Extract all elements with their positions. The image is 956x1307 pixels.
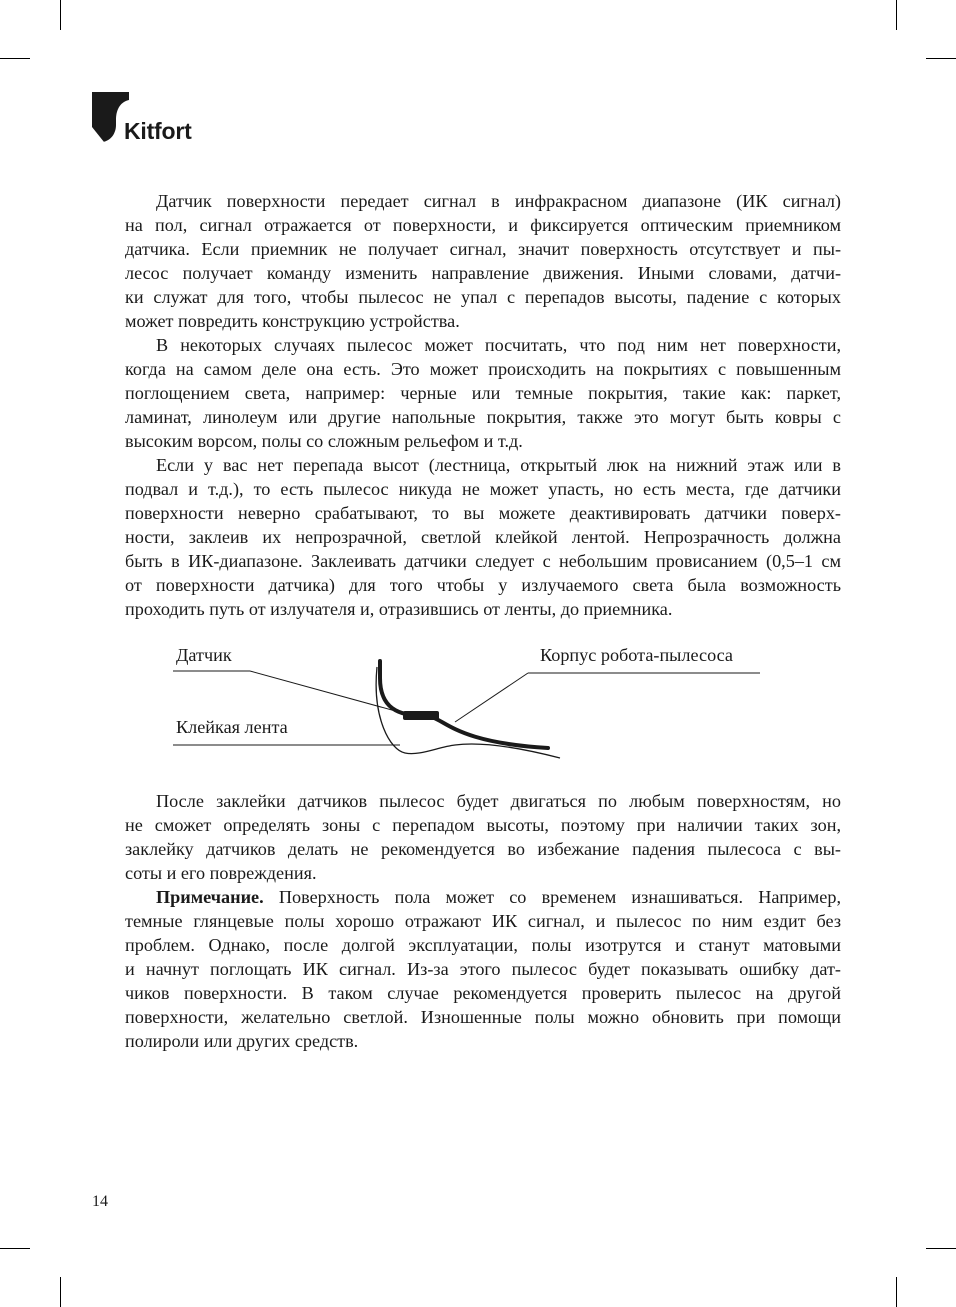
text-line: ности, заклеив их непрозрачной, светлой клейкой лентой. Непрозрачность должна	[125, 527, 841, 547]
text-line: когда на самом деле она есть. Это может происходить на покрытиях с повышенным	[125, 359, 841, 379]
text-line: и начнут поглощать ИК сигнал. Из-за этого пылесос будет показывать ошибку дат-	[125, 959, 841, 979]
note-paragraph	[125, 885, 841, 1053]
paragraph-4	[125, 789, 841, 885]
body-text-bottom	[125, 789, 841, 1053]
robot-body-outline	[380, 661, 548, 748]
sensor-leader	[250, 671, 410, 715]
sensor-block	[403, 711, 439, 720]
text-line: темные глянцевые полы хорошо отражают ИК сигнал, и пылесос по ним ездит без	[125, 911, 841, 931]
text-line: заклейку датчиков делать не рекомендуется во избежание падения пылесоса с вы-	[125, 839, 841, 859]
text-line: ламинат, линолеум или другие напольные покрытия, также это могут быть ковры с	[125, 407, 841, 427]
text-line: поверхности, желательно светлой. Изношенные полы можно обновить при помощи	[125, 1007, 841, 1027]
text-line: быть в ИК-диапазоне. Заклеивать датчики следует с небольшим провисанием (0,5–1 см	[125, 551, 841, 571]
text-line: подвал и т.д.), то есть пылесос никуда не может упасть, но есть места, где датчики	[125, 479, 841, 499]
text-line: от поверхности датчика) для того чтобы у излучаемого света была возможность	[125, 575, 841, 595]
brand-name: Kitfort	[124, 118, 192, 144]
text-line: Датчик поверхности передает сигнал в инфракрасном диапазоне (ИК сигнал)	[156, 191, 841, 211]
text-line: высоким ворсом, полы со сложным рельефом и т.д.	[125, 431, 523, 451]
text-line: не сможет определять зоны с перепадом высоты, поэтому при наличии таких зон,	[125, 815, 841, 835]
page-number: 14	[92, 1193, 108, 1210]
text-line: проблем. Однако, после долгой эксплуатации, полы изотрутся и станут матовыми	[125, 935, 841, 955]
text-line: чиков поверхности. В таком случае рекомендуется проверить пылесос на другой	[125, 983, 841, 1003]
label-sensor: Датчик	[176, 645, 232, 665]
text-line: В некоторых случаях пылесос может посчитать, что под ним нет поверхности,	[156, 335, 841, 355]
note-text: Поверхность пола может со временем изнашиваться. Например,	[263, 887, 841, 907]
label-tape: Клейкая лента	[176, 717, 288, 737]
text-line: проходить путь от излучателя и, отразившись от ленты, до приемника.	[125, 599, 673, 619]
text-line: ки служат для того, чтобы пылесос не упал с перепадов высоты, падение с которых	[125, 287, 841, 307]
text-line: может повредить конструкцию устройства.	[125, 311, 460, 331]
text-line: После заклейки датчиков пылесос будет двигаться по любым поверхностям, но	[156, 791, 841, 811]
text-line: лесос получает команду изменить направление движения. Иными словами, датчи-	[125, 263, 841, 283]
text-line: соты и его повреждения.	[125, 863, 317, 883]
text-line: полироли или других средств.	[125, 1031, 359, 1051]
note-label: Примечание.	[156, 887, 264, 907]
label-robot-body: Корпус робота-пылесоса	[540, 645, 733, 665]
text-line	[125, 885, 841, 909]
text-line: поверхности неверно срабатывают, то вы можете деактивировать датчики поверх-	[125, 503, 841, 523]
text-line: датчика. Если приемник не получает сигнал, значит поверхность отсутствует и пы-	[125, 239, 841, 259]
text-line: на пол, сигнал отражается от поверхности, и фиксируется оптическим приемником	[125, 215, 841, 235]
text-line: Если у вас нет перепада высот (лестница, открытый люк на нижний этаж или в	[156, 455, 841, 475]
text-line: поглощением света, например: черные или темные покрытия, такие как: паркет,	[125, 383, 841, 403]
body-leader	[455, 673, 528, 722]
